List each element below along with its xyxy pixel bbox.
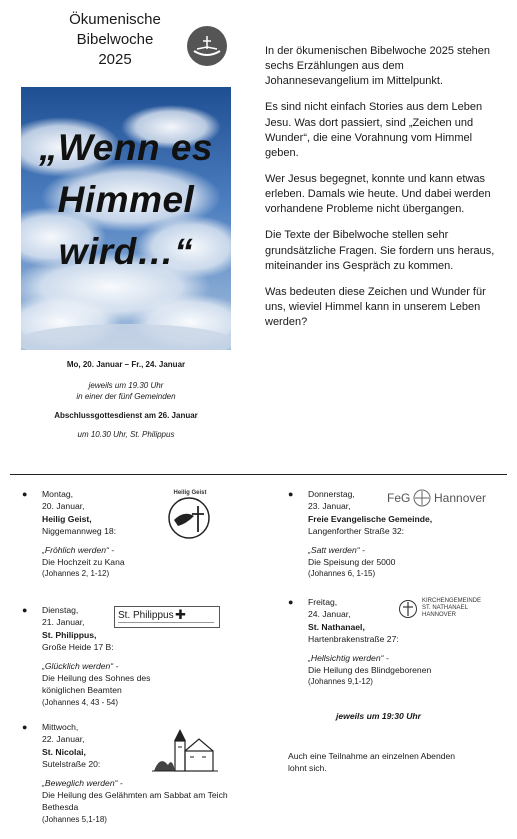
intro-paragraph: Was bedeuten diese Zeichen und Wunder für uns, wieviel Himmel kann in unserem Leben werden? bbox=[265, 285, 486, 329]
feg-hannover-logo bbox=[387, 488, 489, 510]
divider bbox=[10, 474, 507, 475]
intro-paragraph: Es sind nicht einfach Stories aus dem Leben Jesu. Was dort passiert, sind „Zeichen und Wunder“, die eine Vorahnung vom Himmel geben. bbox=[265, 101, 483, 160]
event-address: Sutelstraße 20: bbox=[42, 759, 101, 770]
st-philippus-logo bbox=[114, 606, 220, 628]
event-day: Dienstag, bbox=[42, 605, 79, 615]
event-church: St. Nathanael, bbox=[308, 621, 365, 632]
bullet-icon: ● bbox=[22, 722, 28, 732]
date-range: Mo, 20. Januar – Fr., 24. Januar bbox=[66, 360, 186, 369]
event-date: 22. Januar, bbox=[42, 734, 85, 745]
event-description: Die Heilung des Gelähmten am Sabbat am Teich Bethesda bbox=[42, 790, 228, 813]
bullet-icon: ● bbox=[288, 597, 294, 607]
event-monday bbox=[22, 488, 252, 581]
st-nathanael-logo-line-2: ST. NATHANAEL bbox=[422, 605, 468, 611]
intro-paragraph: Die Texte der Bibelwoche stellen sehr grundsätzliche Fragen. Sie fordern uns heraus, miteinander ins Gespräch zu kommen. bbox=[265, 229, 495, 272]
event-title: „Hellsichtig werden“ - bbox=[308, 652, 389, 663]
hannover-logo-text: Hannover bbox=[434, 491, 487, 505]
hero-sky-image bbox=[21, 87, 231, 350]
title-line-1: Ökumenische bbox=[69, 11, 161, 28]
church-emblem-icon bbox=[398, 599, 418, 619]
event-description: Die Hochzeit zu Kana bbox=[42, 557, 125, 568]
event-reference: (Johannes 9,1-12) bbox=[308, 677, 373, 687]
event-address: Hartenbrakenstraße 27: bbox=[308, 634, 399, 645]
feg-logo-text: FeG bbox=[387, 491, 411, 505]
title-line-2: Bibelwoche bbox=[76, 31, 154, 48]
event-reference: (Johannes 5,1-18) bbox=[42, 814, 107, 824]
event-day: Mittwoch, bbox=[42, 722, 79, 732]
bullet-icon: ● bbox=[22, 489, 28, 499]
event-date: 21. Januar, bbox=[42, 617, 85, 628]
event-church: Heilig Geist, bbox=[42, 513, 92, 524]
event-title: „Beweglich werden“ - bbox=[42, 777, 123, 788]
event-address: Niggemannweg 18: bbox=[42, 526, 117, 537]
intro-paragraph: Wer Jesus begegnet, konnte und kann etwas erleben. Damals wie heute. Und dabei werden vorhandene Probleme nicht übergangen. bbox=[265, 173, 491, 216]
event-description: Die Speisung der 5000 bbox=[308, 557, 396, 568]
event-church: St. Nicolai, bbox=[42, 746, 86, 757]
heilig-geist-logo bbox=[160, 490, 216, 540]
bullet-icon: ● bbox=[288, 489, 294, 499]
event-date: 24. Januar, bbox=[308, 609, 351, 620]
event-description: Die Heilung des Sohnes des königlichen Beamten bbox=[42, 673, 151, 696]
daily-time: jeweils um 19.30 Uhr bbox=[88, 381, 164, 390]
bullet-icon: ● bbox=[22, 605, 28, 615]
participation-note: Auch eine Teilnahme an einzelnen Abenden lohnt sich. bbox=[288, 751, 456, 774]
heilig-geist-logo-text: Heilig Geist bbox=[173, 490, 207, 496]
event-date: 23. Januar, bbox=[308, 501, 351, 512]
event-reference: (Johannes 6, 1-15) bbox=[308, 569, 376, 579]
intro-paragraph: In der ökumenischen Bibelwoche 2025 stehen sechs Erzählungen aus dem Johannesevangelium im Mittelpunkt. bbox=[265, 45, 491, 88]
daily-place: in einer der fünf Gemeinden bbox=[76, 392, 176, 401]
intro-text bbox=[265, 44, 505, 341]
st-nicolai-church-drawing bbox=[150, 725, 220, 773]
event-title: „Fröhlich werden“ - bbox=[42, 544, 115, 555]
hero-line-3: wird…“ bbox=[58, 231, 194, 272]
hero-line-1: „Wenn es bbox=[39, 127, 213, 168]
oekumene-logo bbox=[186, 25, 228, 67]
event-reference: (Johannes 2, 1-12) bbox=[42, 569, 110, 579]
event-date: 20. Januar, bbox=[42, 501, 85, 512]
event-day: Donnerstag, bbox=[308, 489, 355, 499]
event-description: Die Heilung des Blindgeborenen bbox=[308, 665, 432, 676]
closing-service-detail: um 10.30 Uhr, St. Philippus bbox=[77, 430, 175, 439]
event-day: Montag, bbox=[42, 489, 74, 499]
event-title: „Satt werden“ - bbox=[308, 544, 365, 555]
st-nathanael-logo-line-1: KIRCHENGEMEINDE bbox=[422, 598, 482, 604]
event-address: Große Heide 17 B: bbox=[42, 642, 114, 653]
event-day: Freitag, bbox=[308, 597, 338, 607]
st-nathanael-logo bbox=[398, 598, 506, 622]
church-icon: ✚ bbox=[175, 607, 186, 622]
hero-line-2: Himmel bbox=[57, 179, 195, 220]
st-philippus-logo-text: St. Philippus bbox=[118, 610, 174, 621]
st-nathanael-logo-line-3: HANNOVER bbox=[422, 612, 457, 618]
event-reference: (Johannes 4, 43 - 54) bbox=[42, 697, 119, 707]
title-line-3: 2025 bbox=[98, 51, 132, 68]
time-note: jeweils um 19:30 Uhr bbox=[336, 711, 422, 721]
event-church: St. Philippus, bbox=[42, 629, 97, 640]
hero-headline bbox=[21, 122, 231, 278]
event-address: Langenforther Straße 32: bbox=[308, 526, 405, 537]
closing-service: Abschlussgottesdienst am 26. Januar bbox=[54, 411, 198, 420]
event-title: „Glücklich werden“ - bbox=[42, 660, 119, 671]
dates-block bbox=[21, 359, 231, 440]
cross-icon bbox=[413, 489, 431, 507]
event-church: Freie Evangelische Gemeinde, bbox=[308, 513, 433, 524]
page-title bbox=[45, 10, 185, 70]
